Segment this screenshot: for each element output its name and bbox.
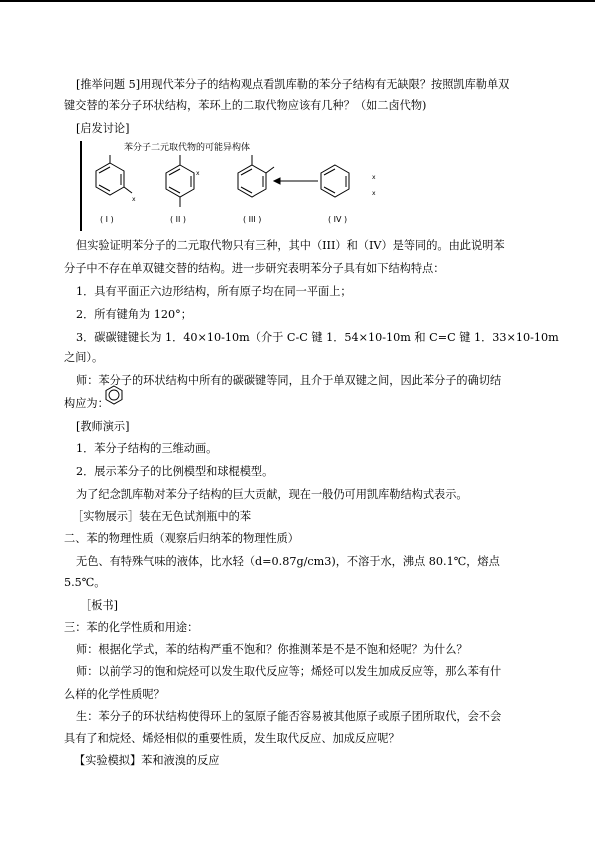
board-heading: ［板书]: [80, 599, 118, 612]
student-answer-2: 具有了和烷烃、烯烃相似的重要性质，发生取代反应、加成反应呢？: [64, 732, 400, 745]
ring-3: [238, 155, 274, 197]
question-line-1: [推举问题 5]用现代苯分子的结构观点看凯库勒的苯分子结构有无缺限？按照凯库勒单双: [76, 78, 510, 91]
demo-item-2: 2．展示苯分子的比例模型和球棍模型。: [76, 465, 274, 478]
experiment-heading: 【实验模拟】苯和液溴的反应: [74, 754, 220, 767]
teacher-line-1: 师：苯分子的环状结构中所有的碳碳键等同，且介于单双键之间，因此苯分子的确切结: [76, 374, 502, 387]
figure-title: 苯分子二元取代物的可能异构体: [124, 143, 251, 153]
question-line-2: 键交替的苯分子环状结构，苯环上的二取代物应该有几种？（如二卤代物): [64, 99, 427, 112]
figure-label-3: ( III ): [243, 215, 262, 224]
teacher-question-2: 师：以前学习的饱和烷烃可以发生取代反应等；烯烃可以发生加成反应等，那么苯有什: [76, 665, 502, 678]
demo-item-1: 1．苯分子结构的三维动画。: [76, 442, 218, 455]
ring-1: [96, 155, 132, 195]
benzene-isomer-figure: [80, 141, 402, 231]
figure-label-2: ( II ): [170, 215, 187, 224]
teacher-question-2-cont: 么样的化学性质呢？: [64, 688, 165, 701]
object-display: ［实物展示］装在无色试剂瓶中的苯: [72, 510, 252, 523]
ring-4: [321, 165, 349, 197]
benzene-structure-icon: [103, 384, 125, 406]
figure-label-1: ( I ): [100, 215, 114, 224]
paragraph-line-2: 分子中不存在单双键交替的结构。进一步研究表明苯分子具有如下结构特点：: [64, 262, 445, 275]
kekule-note: 为了纪念凯库勒对苯分子结构的巨大贡献，现在一般仍可用凯库勒结构式表示。: [76, 488, 468, 501]
ring-2: [166, 155, 194, 207]
feature-3-cont: 之间）。: [64, 351, 104, 364]
svg-text:x: x: [372, 190, 376, 197]
discussion-heading: [启发讨论]: [76, 122, 130, 135]
feature-3: 3．碳碳键键长为 1．40×10-10m（介于 C-C 键 1．54×10-10m 和 C=C 键 1．33×10-10m: [76, 331, 559, 344]
demo-heading: [教师演示]: [76, 420, 130, 433]
paragraph-line-1: 但实验证明苯分子的二元取代物只有三种，其中（III）和（IV）是等同的。由此说明苯: [76, 239, 505, 252]
feature-2: 2．所有键角为 120°；: [76, 308, 192, 321]
teacher-question-1: 师：根据化学式，苯的结构严重不饱和？你推测苯是不是不饱和烃呢？为什么？: [76, 643, 468, 656]
section-2-heading: 二、苯的物理性质（观察后归纳苯的物理性质）: [64, 532, 299, 545]
student-answer-1: 生：苯分子的环状结构使得环上的氢原子能否容易被其他原子或原子团所取代，会不会: [76, 710, 502, 723]
arrow: [274, 178, 318, 184]
figure-label-4: ( IV ): [328, 215, 348, 224]
physical-props-line-2: 5.5℃。: [64, 576, 106, 589]
svg-text:x: x: [132, 196, 136, 203]
svg-text:x: x: [372, 174, 376, 181]
teacher-line-2: 构应为：: [64, 397, 109, 410]
feature-1: 1．具有平面正六边形结构，所有原子均在同一平面上；: [76, 285, 352, 298]
svg-text:x: x: [196, 170, 200, 177]
page-top-rule: [0, 0, 595, 2]
substituent-marks: [132, 170, 376, 203]
section-3-heading: 三：苯的化学性质和用途：: [64, 621, 199, 634]
physical-props-line-1: 无色、有特殊气味的液体，比水轻（d=0.87g/cm3)，不溶于水，沸点 80.1℃，熔点: [76, 555, 500, 568]
